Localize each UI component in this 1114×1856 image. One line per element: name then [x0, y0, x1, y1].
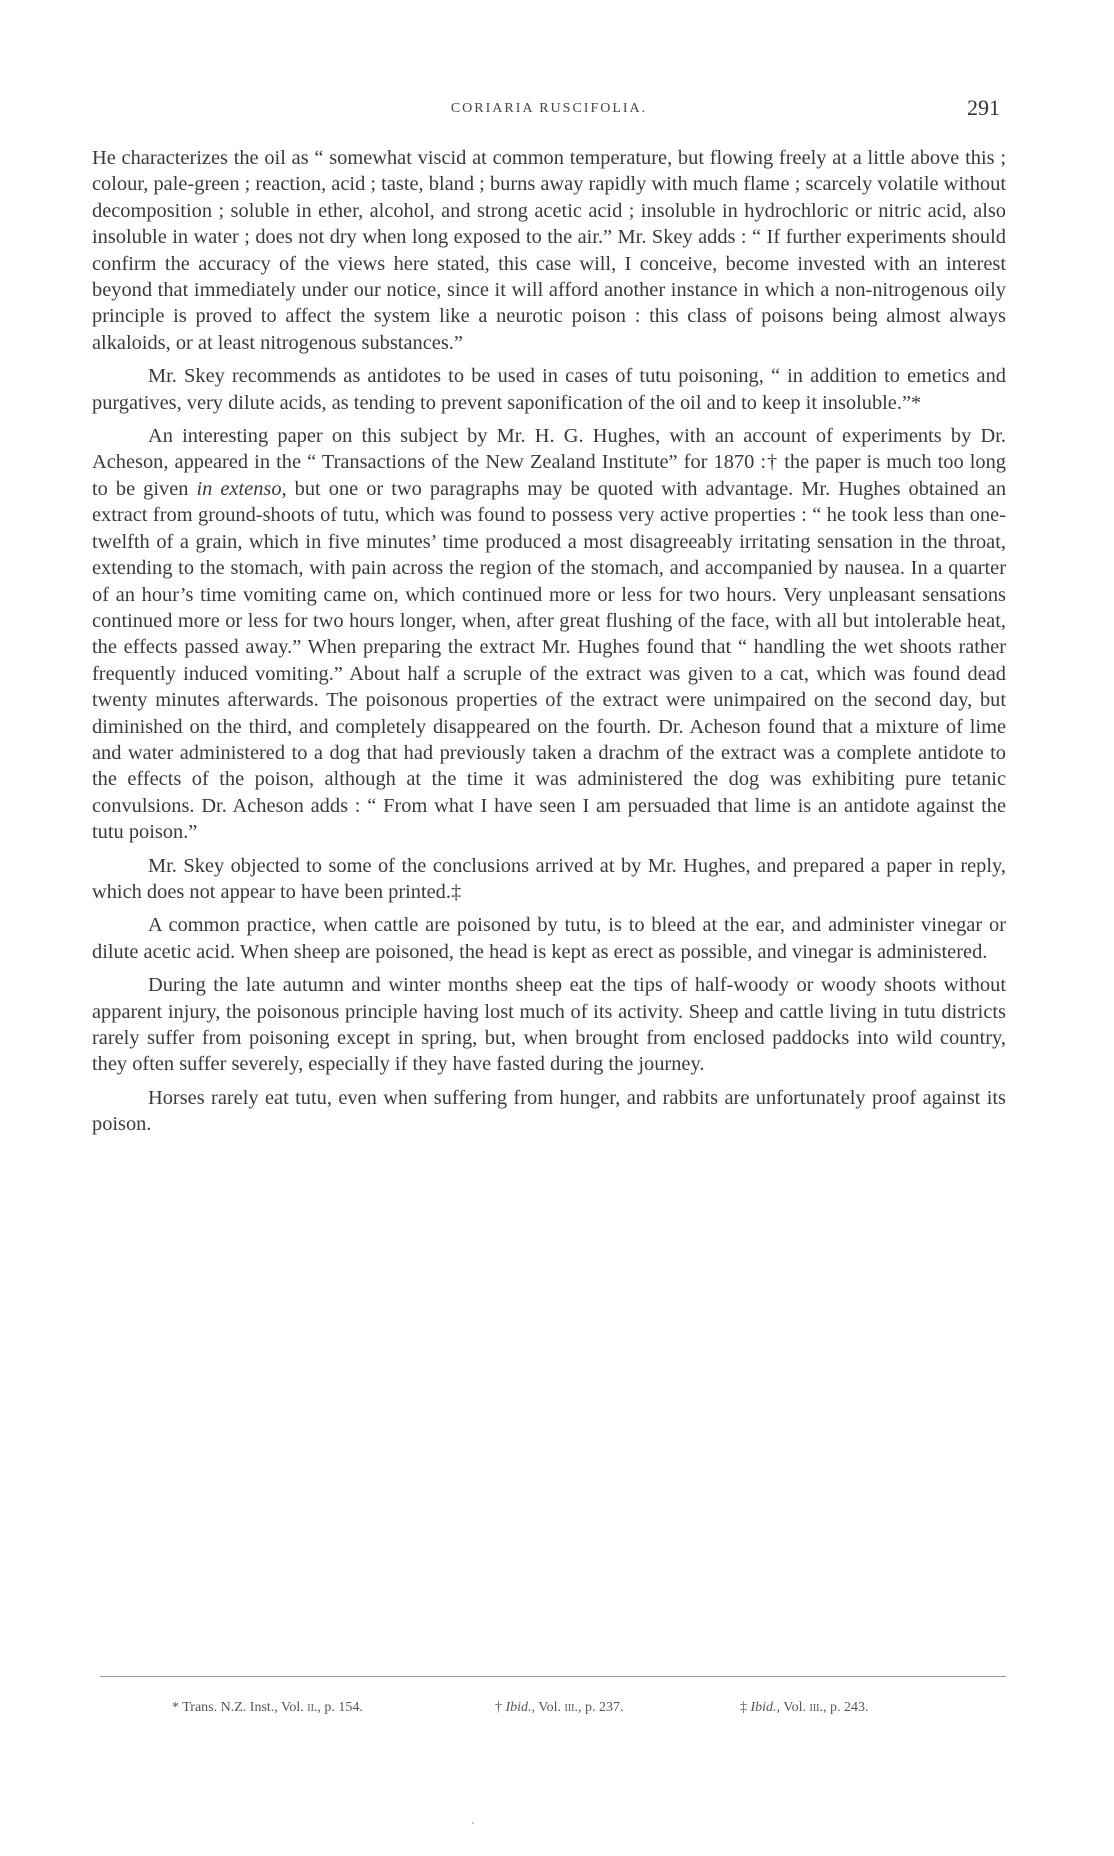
paragraph: He characterizes the oil as “ somewhat viscid at common temperature, but flowing freely at a little above this ; colour, pale-green ; reaction, acid ; taste, bland ; burns away rapidly with much flame ; scarcely volatile without decomposition ; soluble in ether, alcohol, and strong acetic acid ; insoluble in hydrochloric or nitric acid, also insoluble in water ; does not dry when long exposed to the air.” Mr. Skey adds : “ If further experiments should confirm the accuracy of the views here stated, this case will, I conceive, become invested with an interest beyond that immediately under our notice, since it will afford another instance in which a non-nitrogenous oily principle is proved to affect the system like a neurotic poison : this class of poisons being almost always alkaloids, or at least nitrogenous substances.”: [92, 147, 1006, 354]
paragraph: An interesting paper on this subject by Mr. H. G. Hughes, with an account of experiments by Dr. Acheson, appeared in the “ Transactions of the New Zealand Institute” for 1870 :† the paper is much too long to be given in extenso, but one or two paragraphs may be quoted with advantage. Mr. Hughes obtained an extract from ground-shoots of tutu, which was found to possess very active properties : “ he took less than one-twelfth of a grain, which in five minutes’ time produced a most disagreeably irritating sensation in the throat, extending to the stomach, with pain across the region of the stomach, and accompanied by nausea. In a quarter of an hour’s time vomiting came on, which continued more or less for two hours. Very unpleasant sensations continued more or less for two hours longer, when, after great flushing of the face, with all but intolerable heat, the effects passed away.” When preparing the extract Mr. Hughes found that “ handling the wet shoots rather frequently induced vomiting.” About half a scruple of the extract was given to a cat, which was found dead twenty minutes afterwards. The poisonous properties of the extract were unimpaired on the second day, but diminished on the third, and completely disappeared on the fourth. Dr. Acheson found that a mixture of lime and water administered to a dog that had previously taken a drachm of the extract was a complete antidote to the effects of the poison, although at the time it was administered the dog was exhibiting pure tetanic convulsions. Dr. Acheson adds : “ From what I have seen I am persuaded that lime is an antidote against the tutu poison.”: [92, 425, 1007, 844]
page-header: [92, 95, 1006, 125]
footnote-3: ‡ Ibid., Vol. iii., p. 243.: [740, 1700, 869, 1715]
paragraph: During the late autumn and winter months sheep eat the tips of half-woody or woody shoots without apparent injury, the poisonous principle having lost much of its activity. Sheep and cattle living in tutu districts rarely suffer from poisoning except in spring, but, when brought from enclosed paddocks into wild country, they often suffer severely, especially if they have fasted during the journey.: [92, 974, 1006, 1076]
footnote-1: * Trans. N.Z. Inst., Vol. ii., p. 154.: [172, 1700, 363, 1715]
italic-phrase: in extenso,: [196, 477, 287, 500]
paragraph: A common practice, when cattle are poisoned by tutu, is to bleed at the ear, and administer vinegar or dilute acetic acid. When sheep are poisoned, the head is kept as erect as possible, and vinegar is administered.: [92, 914, 1006, 963]
page-number: 291: [967, 95, 1000, 120]
paper-speck: [472, 1822, 474, 1824]
body-text: [92, 145, 1006, 1145]
paragraph: Mr. Skey objected to some of the conclusions arrived at by Mr. Hughes, and prepared a paper in reply, which does not appear to have been printed.‡: [92, 854, 1006, 903]
running-head: CORIARIA RUSCIFOLIA.: [450, 101, 648, 116]
footnote-divider: [100, 1676, 1006, 1677]
paragraph: Mr. Skey recommends as antidotes to be used in cases of tutu poisoning, “ in addition to emetics and purgatives, very dilute acids, as tending to prevent saponification of the oil and to keep it insoluble.”*: [92, 365, 1006, 414]
paragraph: Horses rarely eat tutu, even when suffering from hunger, and rabbits are unfortunately proof against its poison.: [92, 1086, 1006, 1136]
footnote-2: † Ibid., Vol. iii., p. 237.: [495, 1700, 624, 1715]
